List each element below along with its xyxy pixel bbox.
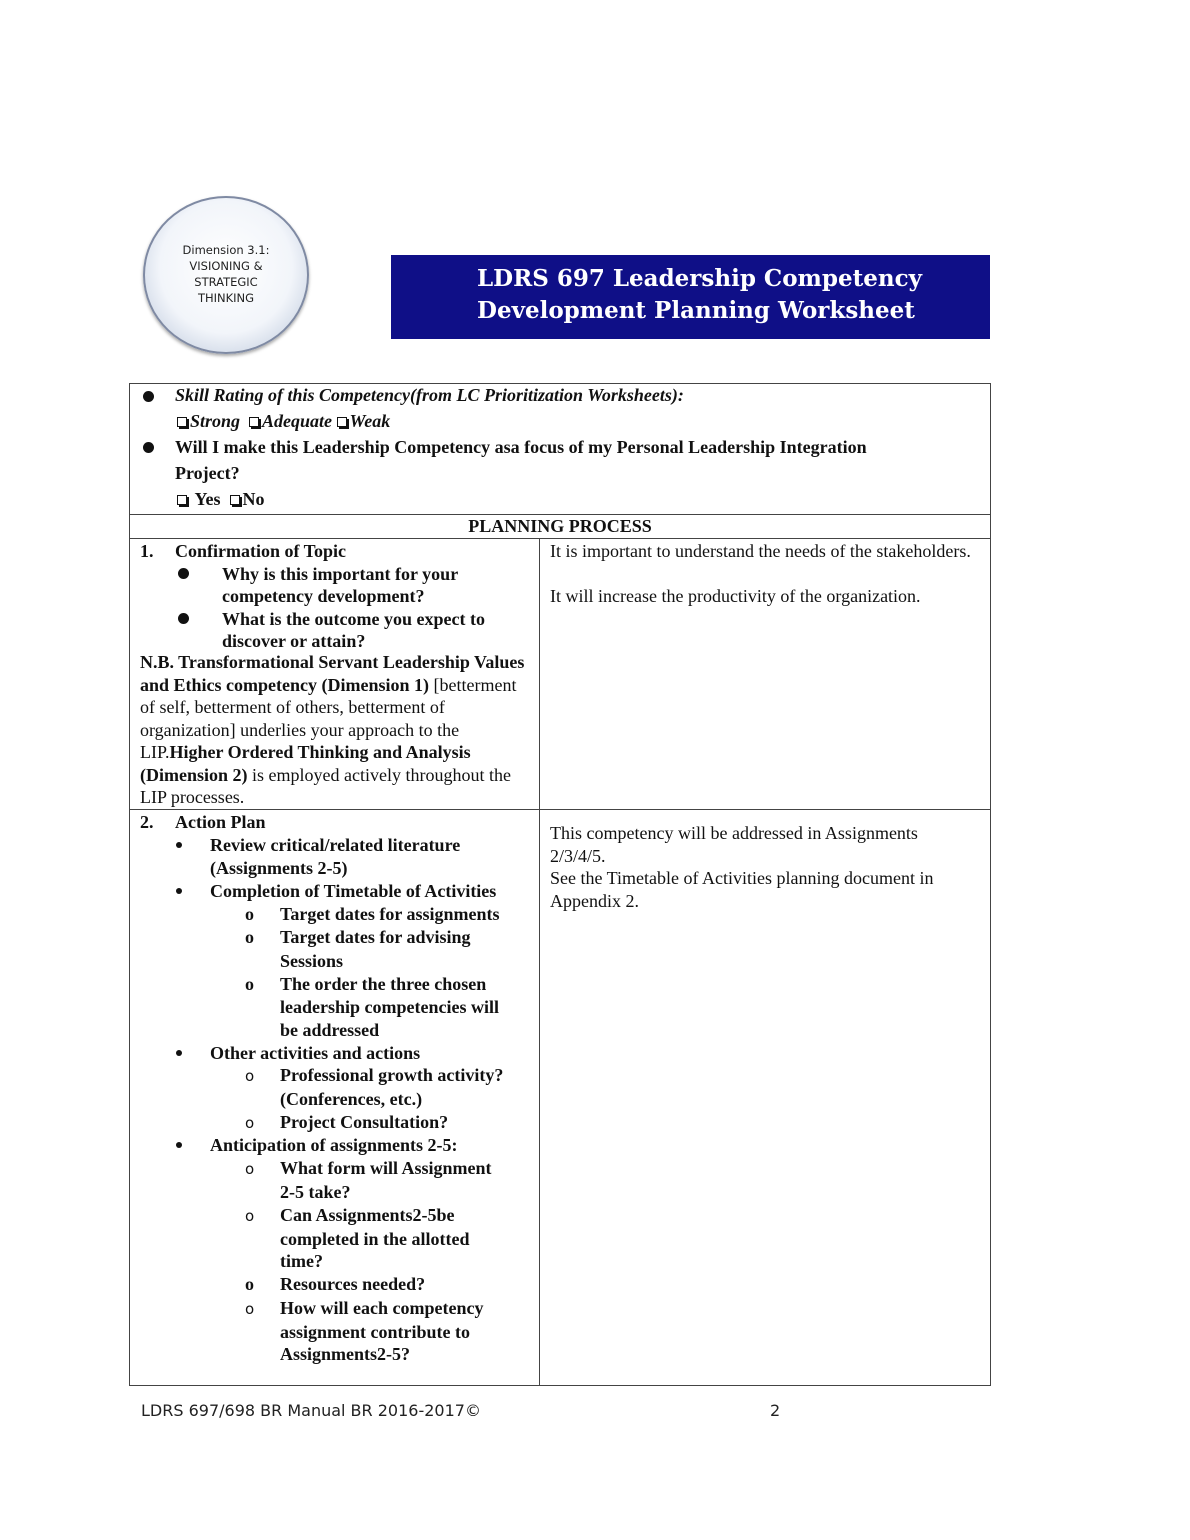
sub-project-consultation: Project Consultation? — [280, 1112, 449, 1132]
page-title — [391, 255, 990, 339]
sub-order-cont-2: be addressed — [280, 1020, 380, 1040]
rating-options — [177, 410, 390, 432]
rating-row — [130, 384, 990, 515]
answer-assignments: This competency will be addressed in Assignments 2/3/4/5. — [550, 823, 918, 866]
checkbox-strong[interactable] — [177, 417, 187, 427]
sub-target-advising: Target dates for advising — [280, 927, 471, 947]
sub-target-advising-cont: Sessions — [280, 951, 344, 971]
section-1-response — [540, 539, 990, 809]
sub-completed-time: Can Assignments2-5be — [280, 1205, 455, 1225]
no-label: No — [242, 489, 265, 509]
bullet-icon — [176, 842, 182, 848]
focus-options — [177, 488, 265, 510]
sub-professional-growth-cont: (Conferences, etc.) — [280, 1089, 423, 1109]
question-2-cont: discover or attain? — [222, 631, 366, 651]
section-1-number: 1. — [140, 541, 154, 561]
o-bullet: o — [245, 1207, 255, 1225]
o-bullet: o — [245, 1274, 254, 1294]
sub-contribution-cont-1: assignment contribute to — [280, 1322, 470, 1342]
o-bullet: o — [245, 1114, 255, 1132]
bullet-icon — [176, 888, 182, 894]
section-action-plan — [130, 810, 990, 1385]
adequate-label: Adequate — [262, 411, 333, 431]
question-1: Why is this important for your — [222, 564, 459, 584]
bullet-icon — [143, 442, 154, 453]
nb-bold-1: N.B. Transformational Servant Leadership Values and Ethics competency (Dimension 1) — [140, 652, 525, 695]
badge-line-1: Dimension 3.1: — [182, 243, 270, 257]
question-1-cont: competency development? — [222, 586, 425, 606]
sub-contribution: How will each competency — [280, 1298, 484, 1318]
focus-question-cont: Project? — [175, 463, 240, 483]
weak-label: Weak — [349, 411, 391, 431]
item-anticipation: Anticipation of assignments 2-5: — [210, 1135, 458, 1155]
answer-2: It will increase the productivity of the organization. — [550, 586, 921, 606]
page-number: 2 — [770, 1401, 781, 1420]
item-review-literature-cont: (Assignments 2-5) — [210, 858, 348, 878]
footer-manual: LDRS 697/698 BR Manual BR 2016-2017© — [141, 1401, 481, 1420]
sub-completed-time-cont-2: time? — [280, 1251, 323, 1271]
checkbox-yes[interactable] — [177, 495, 187, 505]
badge-line-3: STRATEGIC — [194, 275, 258, 289]
sub-contribution-cont-2: Assignments2-5? — [280, 1344, 411, 1364]
item-review-literature: Review critical/related literature — [210, 835, 461, 855]
dimension-badge — [143, 196, 309, 354]
sub-completed-time-cont-1: completed in the allotted — [280, 1229, 470, 1249]
yes-label: Yes — [194, 489, 221, 509]
bullet-icon — [178, 568, 189, 579]
nb-text-1: [betterment of self, betterment of others, betterment of organization] underlies your approach to the LIP. — [140, 674, 517, 762]
badge-line-4: THINKING — [197, 291, 255, 305]
sub-resources: Resources needed? — [280, 1274, 426, 1294]
title-line-2: Development Planning Worksheet — [477, 297, 915, 324]
sub-order: The order the three chosen — [280, 974, 487, 994]
checkbox-weak[interactable] — [337, 417, 347, 427]
o-bullet: o — [245, 927, 254, 947]
section-2-response — [540, 810, 990, 1385]
nb-paragraph — [140, 651, 525, 809]
title-line-1: LDRS 697 Leadership Competency — [477, 265, 922, 292]
item-other-activities: Other activities and actions — [210, 1043, 421, 1063]
section-1-heading: Confirmation of Topic — [175, 541, 347, 561]
planning-header: PLANNING PROCESS — [130, 515, 990, 539]
section-2-number: 2. — [140, 812, 154, 832]
sub-target-assignments: Target dates for assignments — [280, 904, 500, 924]
focus-question: Will I make this Leadership Competency asa focus of my Personal Leadership Integration — [175, 437, 867, 457]
question-2: What is the outcome you expect to — [222, 609, 485, 629]
checkbox-no[interactable] — [230, 495, 240, 505]
bullet-icon — [178, 613, 189, 624]
sub-assignment-form-cont: 2-5 take? — [280, 1182, 351, 1202]
bullet-icon — [176, 1050, 182, 1056]
o-bullet: o — [245, 904, 254, 924]
answer-timetable: See the Timetable of Activities planning document in Appendix 2. — [550, 868, 934, 911]
worksheet-table — [129, 383, 991, 1386]
o-bullet: o — [245, 974, 254, 994]
item-timetable: Completion of Timetable of Activities — [210, 881, 497, 901]
answer-1: It is important to understand the needs of the stakeholders. — [550, 541, 971, 561]
sub-assignment-form: What form will Assignment — [280, 1158, 492, 1178]
bullet-icon — [176, 1142, 182, 1148]
nb-bold-2: Higher Ordered Thinking and Analysis (Dimension 2) — [140, 742, 471, 785]
strong-label: Strong — [190, 411, 241, 431]
section-1-prompt — [130, 539, 540, 809]
sub-order-cont-1: leadership competencies will — [280, 997, 499, 1017]
o-bullet: o — [245, 1160, 255, 1178]
rating-question: Skill Rating of this Competency(from LC Prioritization Worksheets): — [175, 385, 684, 405]
o-bullet: o — [245, 1067, 255, 1085]
section-confirmation — [130, 539, 990, 810]
section-2-heading: Action Plan — [175, 812, 266, 832]
badge-line-2: VISIONING & — [189, 259, 263, 273]
badge-text — [143, 242, 309, 306]
checkbox-adequate[interactable] — [249, 417, 259, 427]
o-bullet: o — [245, 1300, 255, 1318]
bullet-icon — [143, 391, 154, 402]
sub-professional-growth: Professional growth activity? — [280, 1065, 504, 1085]
section-2-prompt — [130, 810, 540, 1385]
nb-text-2: is employed actively throughout the LIP processes. — [140, 764, 511, 807]
